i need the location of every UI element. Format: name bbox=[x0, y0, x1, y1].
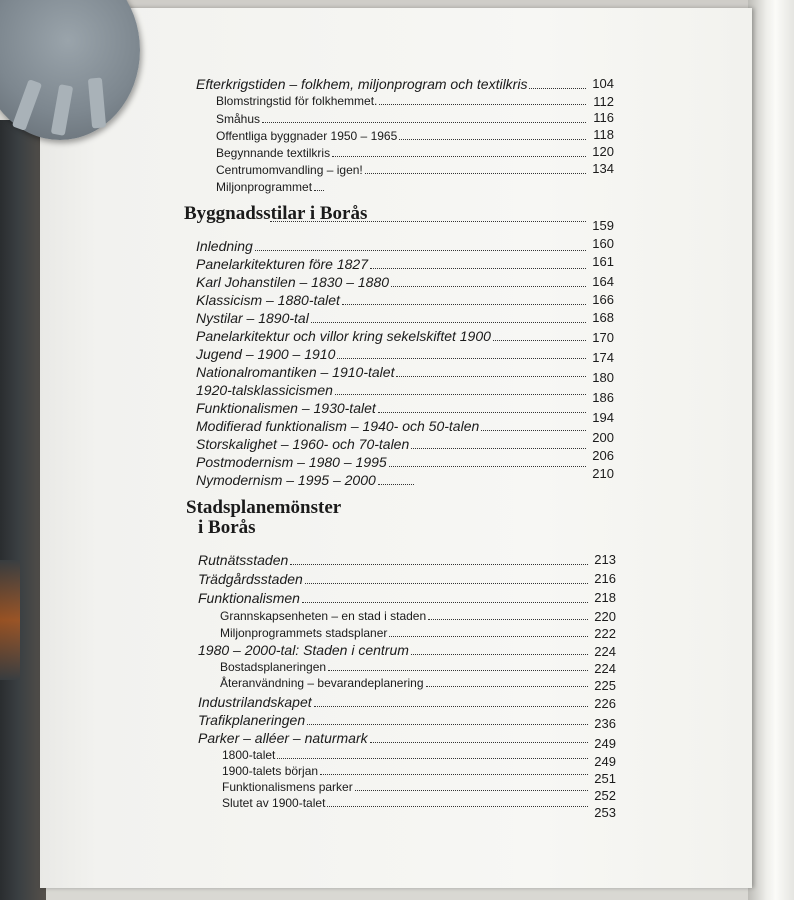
toc-entry-title: Karl Johanstilen – 1830 – 1880 bbox=[196, 274, 390, 290]
toc-subentry bbox=[220, 626, 590, 640]
toc-page-number: 104 bbox=[592, 76, 614, 91]
toc-subentry bbox=[222, 748, 590, 762]
toc-entry-title: Trädgårdsstaden bbox=[198, 571, 303, 587]
toc-entry-title: Småhus bbox=[216, 112, 261, 126]
toc-page-number: 220 bbox=[594, 609, 616, 624]
toc-subentry bbox=[216, 163, 588, 177]
toc-entry bbox=[196, 256, 588, 272]
toc-entry-title: Miljonprogrammets stadsplaner bbox=[220, 626, 388, 640]
toc-entry bbox=[196, 472, 416, 488]
toc-page-number: 168 bbox=[592, 310, 614, 325]
section-heading: Byggnadsstilar i Borås bbox=[184, 203, 368, 224]
toc-entry-title: Inledning bbox=[196, 238, 253, 254]
toc-page-number: 194 bbox=[592, 410, 614, 425]
toc-page-number: 253 bbox=[594, 805, 616, 820]
toc-page-number: 252 bbox=[594, 788, 616, 803]
toc-subentry bbox=[216, 146, 588, 160]
toc-subentry bbox=[220, 676, 590, 690]
toc-entry bbox=[196, 310, 588, 326]
toc-page-number: 210 bbox=[592, 466, 614, 481]
toc-lead-line bbox=[268, 220, 588, 225]
toc-entry bbox=[196, 274, 588, 290]
toc-entry bbox=[198, 552, 590, 568]
toc-entry bbox=[198, 712, 590, 728]
toc-page-number: 222 bbox=[594, 626, 616, 641]
toc-subentry bbox=[216, 180, 326, 194]
toc-page-number: 170 bbox=[592, 330, 614, 345]
toc-entry-title: Funktionalismen bbox=[198, 590, 300, 606]
toc-entry-title: 1800-talet bbox=[222, 748, 276, 762]
toc-page-number: 251 bbox=[594, 771, 616, 786]
toc-subentry bbox=[216, 129, 588, 143]
toc-entry-title: Rutnätsstaden bbox=[198, 552, 289, 568]
toc-entry-title: Parker – alléer – naturmark bbox=[198, 730, 368, 746]
toc-page-number: 225 bbox=[594, 678, 616, 693]
toc-subentry bbox=[216, 94, 588, 108]
toc-entry-title: Offentliga byggnader 1950 – 1965 bbox=[216, 129, 398, 143]
toc-subentry bbox=[216, 112, 588, 126]
toc-page-number: 112 bbox=[593, 94, 614, 109]
toc-page-number: 218 bbox=[594, 590, 616, 605]
toc-subentry bbox=[222, 764, 590, 778]
toc-entry-title: Begynnande textilkris bbox=[216, 146, 331, 160]
toc-page-number: 120 bbox=[592, 144, 614, 159]
toc-entry bbox=[196, 382, 588, 398]
toc-entry-title: Efterkrigstiden – folkhem, miljonprogram och textilkris bbox=[196, 76, 528, 92]
toc-page-number: 134 bbox=[592, 161, 614, 176]
toc-subentry bbox=[220, 609, 590, 623]
toc-entry bbox=[196, 292, 588, 308]
toc-entry-title: Modifierad funktionalism – 1940- och 50-talen bbox=[196, 418, 480, 434]
toc-entry-title: Jugend – 1900 – 1910 bbox=[196, 346, 336, 362]
toc-entry-title: Nystilar – 1890-tal bbox=[196, 310, 309, 326]
toc-page-number: 206 bbox=[592, 448, 614, 463]
toc-page-number: 226 bbox=[594, 696, 616, 711]
toc-entry bbox=[196, 328, 588, 344]
section-heading: i Borås bbox=[198, 517, 256, 538]
toc-entry-title: Industrilandskapet bbox=[198, 694, 312, 710]
toc-page-number: 174 bbox=[592, 350, 614, 365]
toc-entry-title: Funktionalismens parker bbox=[222, 780, 353, 794]
toc-entry bbox=[198, 730, 590, 746]
toc-entry-title: Slutet av 1900-talet bbox=[222, 796, 326, 810]
toc-entry bbox=[198, 642, 590, 658]
toc-entry-title: Panelarkitekturen före 1827 bbox=[196, 256, 368, 272]
toc-subentry bbox=[222, 780, 590, 794]
toc-page-number: 166 bbox=[592, 292, 614, 307]
toc-entry-title: Storskalighet – 1960- och 70-talen bbox=[196, 436, 410, 452]
toc-entry-title: Miljonprogrammet bbox=[216, 180, 313, 194]
toc-page-number: 249 bbox=[594, 754, 616, 769]
toc-subentry bbox=[220, 660, 590, 674]
toc-page-number: 180 bbox=[592, 370, 614, 385]
toc-entry-title: 1980 – 2000-tal: Staden i centrum bbox=[198, 642, 409, 658]
toc-page-number: 236 bbox=[594, 716, 616, 731]
toc-entry bbox=[198, 694, 590, 710]
toc-entry bbox=[196, 400, 588, 416]
toc-entry-title: Klassicism – 1880-talet bbox=[196, 292, 340, 308]
toc-entry bbox=[198, 590, 590, 606]
toc-page-number: 200 bbox=[592, 430, 614, 445]
toc-page-number: 161 bbox=[592, 254, 614, 269]
section-heading: Stadsplanemönster bbox=[186, 497, 342, 518]
toc-entry bbox=[196, 346, 588, 362]
toc-page-number: 213 bbox=[594, 552, 616, 567]
toc-entry-title: Centrumomvandling – igen! bbox=[216, 163, 363, 177]
toc-page-number: 224 bbox=[594, 661, 616, 676]
toc-entry-title: Återanvändning – bevarandeplanering bbox=[220, 676, 424, 690]
toc-entry bbox=[196, 364, 588, 380]
toc-entry-title: Funktionalismen – 1930-talet bbox=[196, 400, 376, 416]
toc-page-number: 249 bbox=[594, 736, 616, 751]
toc-entry-title: Nationalromantiken – 1910-talet bbox=[196, 364, 395, 380]
toc-subentry bbox=[222, 796, 590, 810]
toc-entry-title: Postmodernism – 1980 – 1995 bbox=[196, 454, 387, 470]
toc-page-number: 159 bbox=[592, 218, 614, 233]
toc-page-number: 118 bbox=[593, 127, 614, 142]
toc-page-number: 216 bbox=[594, 571, 616, 586]
toc-entry-title: Grannskapsenheten – en stad i staden bbox=[220, 609, 427, 623]
toc-entry-title: 1920-talsklassicismen bbox=[196, 382, 333, 398]
toc-entry-title: Panelarkitektur och villor kring sekelskiftet 1900 bbox=[196, 328, 491, 344]
toc-page-number: 224 bbox=[594, 644, 616, 659]
toc-page-number: 186 bbox=[592, 390, 614, 405]
toc-entry bbox=[196, 454, 588, 470]
toc-entry bbox=[196, 436, 588, 452]
toc-entry-title: Trafikplaneringen bbox=[198, 712, 306, 728]
toc-entry-title: Nymodernism – 1995 – 2000 bbox=[196, 472, 376, 488]
toc-entry bbox=[196, 418, 588, 434]
toc-entry bbox=[196, 238, 588, 254]
toc-page-number: 164 bbox=[592, 274, 614, 289]
toc-page-number: 160 bbox=[592, 236, 614, 251]
toc-entry bbox=[196, 76, 588, 92]
toc-entry-title: Bostadsplaneringen bbox=[220, 660, 327, 674]
toc-page-number: 116 bbox=[593, 110, 614, 125]
toc-entry-title: 1900-talets början bbox=[222, 764, 319, 778]
toc-entry bbox=[198, 571, 590, 587]
toc-entry-title: Blomstringstid för folkhemmet. bbox=[216, 94, 378, 108]
